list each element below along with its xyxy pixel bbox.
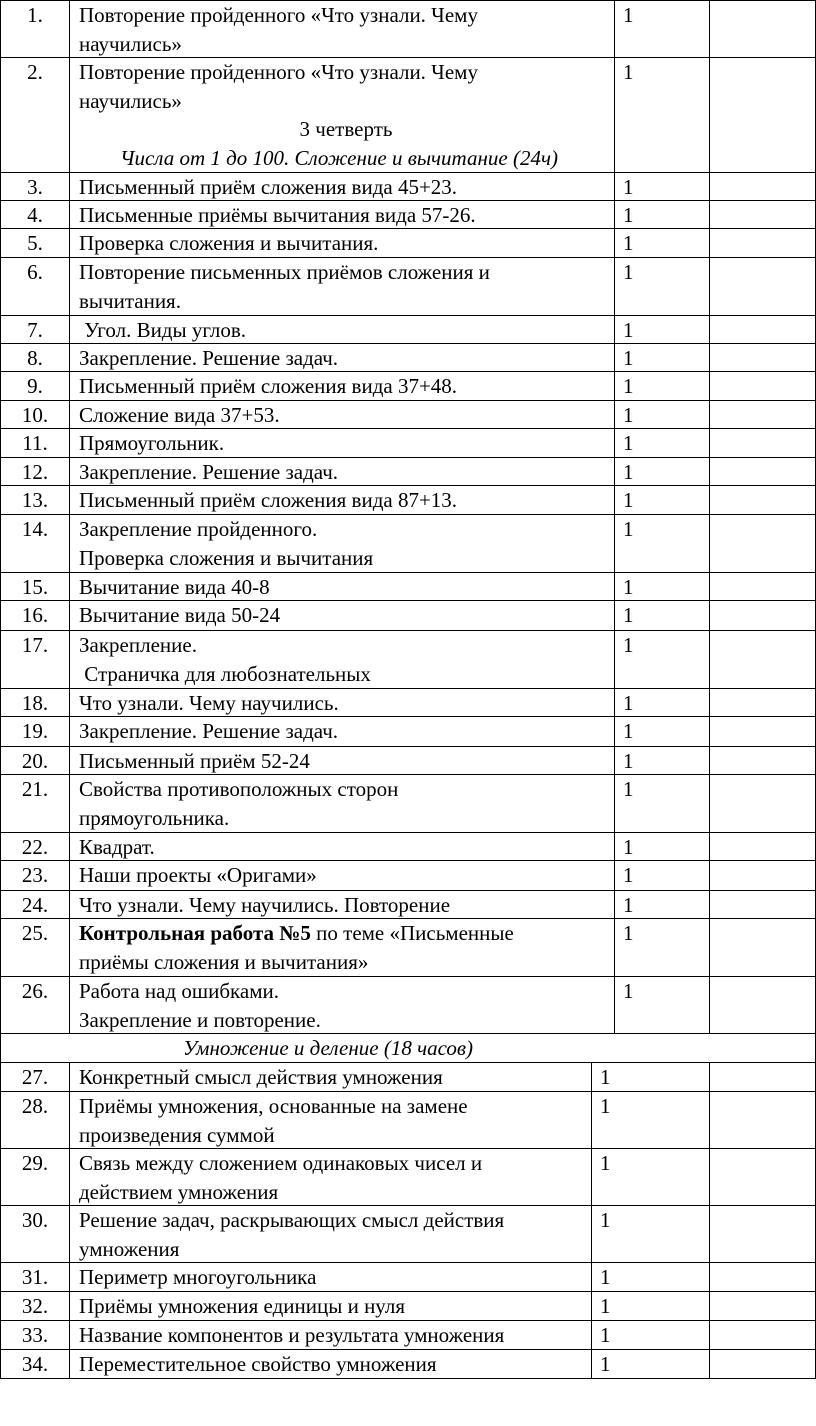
lesson-topic bbox=[79, 1149, 619, 1206]
hours-count: 1 bbox=[623, 719, 634, 743]
lesson-topic bbox=[79, 717, 619, 746]
row-divider bbox=[0, 1205, 816, 1206]
row-number: 23. bbox=[21, 863, 49, 887]
row-divider bbox=[0, 315, 816, 316]
hours-count: 1 bbox=[600, 1294, 611, 1318]
topic-line: научились» bbox=[79, 88, 182, 113]
row-divider bbox=[0, 890, 816, 891]
row-divider bbox=[0, 600, 816, 601]
row-number: 9. bbox=[27, 374, 43, 398]
lesson-topic bbox=[79, 1292, 619, 1321]
row-number: 24. bbox=[21, 893, 49, 917]
lesson-topic bbox=[79, 316, 619, 345]
topic-line: произведения суммой bbox=[79, 1122, 275, 1147]
lesson-topic bbox=[79, 229, 619, 258]
row-number: 20. bbox=[21, 749, 49, 773]
row-divider bbox=[0, 918, 816, 919]
topic-line: Повторение пройденного «Что узнали. Чему bbox=[79, 60, 478, 84]
hours-count: 1 bbox=[623, 979, 634, 1003]
row-divider bbox=[0, 343, 816, 344]
lesson-topic bbox=[79, 861, 619, 890]
topic-line: Квадрат. bbox=[79, 835, 155, 859]
row-divider bbox=[0, 976, 816, 977]
topic-line: Проверка сложения и вычитания bbox=[79, 545, 374, 570]
row-divider bbox=[0, 746, 816, 747]
hours-count: 1 bbox=[623, 175, 634, 199]
lesson-topic bbox=[79, 58, 619, 172]
lesson-topic bbox=[79, 401, 619, 430]
topic-line: Письменные приёмы вычитания вида 57-26. bbox=[79, 203, 476, 227]
hours-count: 1 bbox=[600, 1094, 611, 1118]
row-number: 8. bbox=[27, 346, 43, 370]
topic-line: Угол. Виды углов. bbox=[79, 318, 247, 342]
hours-count: 1 bbox=[623, 749, 634, 773]
lesson-topic bbox=[79, 458, 619, 487]
topic-line: Вычитание вида 50-24 bbox=[79, 603, 281, 627]
topic-line: Проверка сложения и вычитания. bbox=[79, 231, 379, 255]
lesson-topic bbox=[79, 891, 619, 920]
lesson-topic bbox=[79, 173, 619, 202]
row-divider bbox=[0, 200, 816, 201]
lesson-topic bbox=[79, 775, 619, 832]
topic-line: Название компонентов и результата умножения bbox=[79, 1323, 505, 1347]
row-number: 7. bbox=[27, 318, 43, 342]
hours-count: 1 bbox=[623, 603, 634, 627]
lesson-topic bbox=[79, 977, 619, 1034]
row-divider bbox=[0, 630, 816, 631]
row-number: 18. bbox=[21, 691, 49, 715]
row-number: 4. bbox=[27, 203, 43, 227]
topic-line: Повторение пройденного «Что узнали. Чему bbox=[79, 3, 478, 27]
test-title: Контрольная работа №5 bbox=[79, 921, 311, 945]
row-number: 33. bbox=[21, 1323, 49, 1347]
lesson-topic bbox=[79, 372, 619, 401]
lesson-topic bbox=[79, 573, 619, 602]
hours-count: 1 bbox=[623, 374, 634, 398]
column-divider bbox=[0, 0, 1, 1378]
lesson-topic bbox=[79, 515, 619, 572]
row-number: 10. bbox=[21, 403, 49, 427]
topic-line: умножения bbox=[79, 1236, 180, 1261]
row-number: 16. bbox=[21, 603, 49, 627]
topic-line: Страничка для любознательных bbox=[79, 661, 371, 686]
row-divider bbox=[0, 572, 816, 573]
section-header: Умножение и деление (18 часов) bbox=[182, 1036, 474, 1060]
row-divider bbox=[0, 0, 816, 1]
topic-line: Свойства противоположных сторон bbox=[79, 777, 399, 801]
row-number: 6. bbox=[27, 260, 43, 284]
row-number: 34. bbox=[21, 1352, 49, 1376]
column-divider bbox=[614, 0, 615, 1033]
lesson-topic bbox=[79, 1092, 619, 1149]
row-divider bbox=[0, 1349, 816, 1350]
lesson-topic bbox=[79, 919, 619, 976]
row-number: 5. bbox=[27, 231, 43, 255]
hours-count: 1 bbox=[623, 921, 634, 945]
topic-line: Переместительное свойство умножения bbox=[79, 1352, 437, 1376]
lesson-topic bbox=[79, 689, 619, 718]
lesson-topic bbox=[79, 429, 619, 458]
topic-line: Приёмы умножения единицы и нуля bbox=[79, 1294, 406, 1318]
topic-line: Конкретный смысл действия умножения bbox=[79, 1065, 443, 1089]
hours-count: 1 bbox=[623, 431, 634, 455]
lesson-topic bbox=[79, 1350, 619, 1379]
row-divider bbox=[0, 1062, 816, 1063]
hours-count: 1 bbox=[623, 3, 634, 27]
topic-line: Работа над ошибками. bbox=[79, 979, 279, 1003]
topic-line: Связь между сложением одинаковых чисел и bbox=[79, 1151, 483, 1175]
column-divider bbox=[709, 1062, 710, 1378]
lesson-topic bbox=[79, 1321, 619, 1350]
row-number: 28. bbox=[21, 1094, 49, 1118]
lesson-topic bbox=[79, 1, 619, 58]
lesson-topic bbox=[79, 258, 619, 315]
row-divider bbox=[0, 57, 816, 58]
row-divider bbox=[0, 1148, 816, 1149]
topic-line: Закрепление. bbox=[79, 633, 197, 657]
row-number: 26. bbox=[21, 979, 49, 1003]
row-number: 11. bbox=[22, 431, 48, 455]
row-number: 25. bbox=[21, 921, 49, 945]
hours-count: 1 bbox=[623, 346, 634, 370]
row-divider bbox=[0, 1091, 816, 1092]
row-divider bbox=[0, 1262, 816, 1263]
hours-count: 1 bbox=[623, 893, 634, 917]
hours-count: 1 bbox=[623, 835, 634, 859]
row-divider bbox=[0, 172, 816, 173]
row-number: 30. bbox=[21, 1208, 49, 1232]
hours-count: 1 bbox=[600, 1352, 611, 1376]
row-divider bbox=[0, 457, 816, 458]
hours-count: 1 bbox=[623, 777, 634, 801]
column-divider bbox=[69, 0, 70, 1033]
topic-line: Решение задач, раскрывающих смысл действия bbox=[79, 1208, 505, 1232]
hours-count: 1 bbox=[600, 1265, 611, 1289]
lesson-topic bbox=[79, 486, 619, 515]
lesson-topic bbox=[79, 601, 619, 630]
topic-line: приёмы сложения и вычитания» bbox=[79, 949, 369, 974]
row-number: 14. bbox=[21, 517, 49, 541]
lesson-topic bbox=[79, 1063, 619, 1092]
hours-count: 1 bbox=[623, 403, 634, 427]
row-divider bbox=[0, 774, 816, 775]
row-divider bbox=[0, 1320, 816, 1321]
topic-line: вычитания. bbox=[79, 288, 181, 313]
column-divider bbox=[591, 1062, 592, 1378]
topic-line: Что узнали. Чему научились. Повторение bbox=[79, 893, 451, 917]
lesson-topic bbox=[79, 833, 619, 862]
topic-line: Прямоугольник. bbox=[79, 431, 225, 455]
row-divider bbox=[0, 400, 816, 401]
row-number: 13. bbox=[21, 488, 49, 512]
quarter-label: 3 четверть bbox=[299, 117, 393, 141]
topic-line: действием умножения bbox=[79, 1179, 279, 1204]
row-number: 31. bbox=[21, 1265, 49, 1289]
row-number: 2. bbox=[27, 60, 43, 84]
row-number: 12. bbox=[21, 460, 49, 484]
topic-line: прямоугольника. bbox=[79, 805, 230, 830]
row-divider bbox=[0, 485, 816, 486]
topic-line: Закрепление. Решение задач. bbox=[79, 460, 339, 484]
row-divider bbox=[0, 688, 816, 689]
hours-count: 1 bbox=[623, 60, 634, 84]
row-divider bbox=[0, 514, 816, 515]
column-divider bbox=[69, 1062, 70, 1378]
row-divider bbox=[0, 716, 816, 717]
topic-line: Закрепление. Решение задач. bbox=[79, 346, 339, 370]
row-divider bbox=[0, 860, 816, 861]
column-divider bbox=[709, 0, 710, 1033]
row-number: 21. bbox=[21, 777, 49, 801]
lesson-topic bbox=[79, 344, 619, 373]
topic-line: Сложение вида 37+53. bbox=[79, 403, 280, 427]
topic-line: Повторение письменных приёмов сложения и bbox=[79, 260, 490, 284]
row-number: 1. bbox=[27, 3, 43, 27]
row-divider bbox=[0, 428, 816, 429]
hours-count: 1 bbox=[600, 1065, 611, 1089]
topic-line bbox=[79, 919, 619, 948]
row-divider bbox=[0, 832, 816, 833]
row-divider bbox=[0, 1033, 816, 1034]
topic-line: Письменный приём сложения вида 37+48. bbox=[79, 374, 458, 398]
hours-count: 1 bbox=[623, 633, 634, 657]
hours-count: 1 bbox=[623, 863, 634, 887]
topic-text: по теме «Письменные bbox=[310, 921, 514, 945]
topic-line: Наши проекты «Оригами» bbox=[79, 863, 317, 887]
hours-count: 1 bbox=[600, 1208, 611, 1232]
hours-count: 1 bbox=[623, 575, 634, 599]
row-divider bbox=[0, 257, 816, 258]
topic-line: Письменный приём сложения вида 45+23. bbox=[79, 175, 458, 199]
lesson-topic bbox=[79, 1206, 619, 1263]
row-divider bbox=[0, 371, 816, 372]
hours-count: 1 bbox=[623, 488, 634, 512]
topic-line: Закрепление и повторение. bbox=[79, 1007, 321, 1032]
hours-count: 1 bbox=[623, 203, 634, 227]
hours-count: 1 bbox=[623, 231, 634, 255]
topic-line: Закрепление. Решение задач. bbox=[79, 719, 339, 743]
topic-line: Закрепление пройденного. bbox=[79, 517, 318, 541]
row-divider bbox=[0, 228, 816, 229]
row-number: 22. bbox=[21, 835, 49, 859]
row-number: 3. bbox=[27, 175, 43, 199]
lesson-topic bbox=[79, 201, 619, 230]
hours-count: 1 bbox=[623, 460, 634, 484]
topic-line: Вычитание вида 40-8 bbox=[79, 575, 270, 599]
row-number: 15. bbox=[21, 575, 49, 599]
hours-count: 1 bbox=[623, 691, 634, 715]
topic-line: Письменный приём 52-24 bbox=[79, 749, 310, 773]
hours-count: 1 bbox=[600, 1323, 611, 1347]
row-number: 27. bbox=[21, 1065, 49, 1089]
hours-count: 1 bbox=[600, 1151, 611, 1175]
hours-count: 1 bbox=[623, 260, 634, 284]
hours-count: 1 bbox=[623, 318, 634, 342]
row-divider bbox=[0, 1291, 816, 1292]
row-number: 17. bbox=[21, 633, 49, 657]
topic-line: Приёмы умножения, основанные на замене bbox=[79, 1094, 468, 1118]
row-number: 32. bbox=[21, 1294, 49, 1318]
topic-line: Письменный приём сложения вида 87+13. bbox=[79, 488, 458, 512]
lesson-topic bbox=[79, 1263, 619, 1292]
topic-line: научились» bbox=[79, 31, 182, 56]
row-number: 29. bbox=[21, 1151, 49, 1175]
quarter-subtitle: Числа от 1 до 100. Сложение и вычитание (24ч) bbox=[120, 145, 558, 170]
lesson-topic bbox=[79, 631, 619, 688]
row-number: 19. bbox=[21, 719, 49, 743]
topic-line: Периметр многоугольника bbox=[79, 1265, 317, 1289]
lesson-topic bbox=[79, 747, 619, 776]
topic-line: Что узнали. Чему научились. bbox=[79, 691, 339, 715]
row-divider bbox=[0, 1378, 816, 1379]
hours-count: 1 bbox=[623, 517, 634, 541]
